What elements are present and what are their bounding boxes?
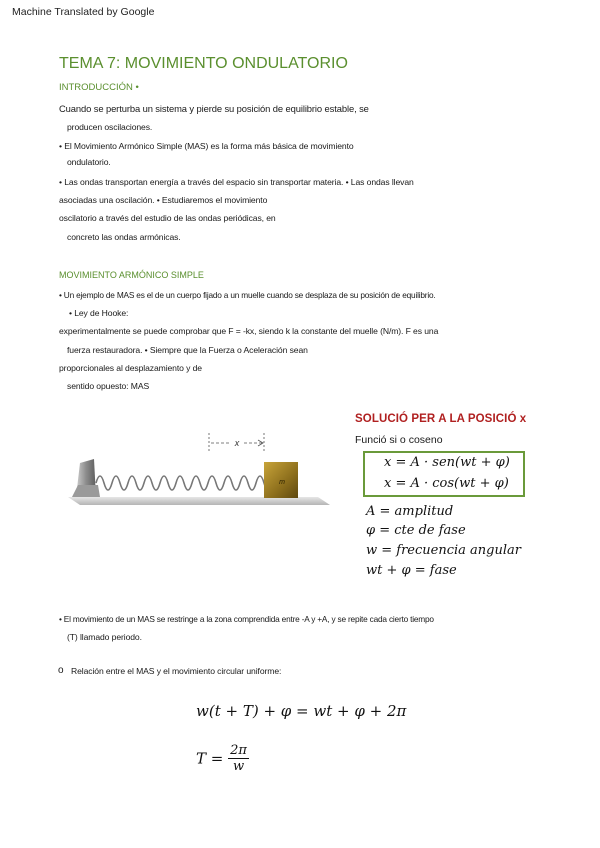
intro-line: concreto las ondas armónicas.	[67, 232, 181, 242]
machine-translated-notice: Machine Translated by Google	[12, 6, 155, 18]
period-fraction	[228, 743, 249, 774]
mas-line: sentido opuesto: MAS	[67, 381, 150, 391]
mass-label: m	[279, 479, 285, 486]
intro-line: • Las ondas transportan energía a través del espacio sin transportar materia. • Las ondas llevan	[59, 177, 414, 187]
period-line: (T) llamado periodo.	[67, 632, 142, 642]
intro-line: oscilatorio a través del estudio de las ondas periódicas, en	[59, 213, 276, 223]
equation-cos: x = A · cos(wt + φ)	[384, 476, 509, 491]
period-line: • El movimiento de un MAS se restringe a la zona comprendida entre -A y +A, y se repite cada cierto tiempo	[59, 614, 434, 624]
intro-line: asociadas una oscilación. • Estudiaremos el movimiento	[59, 195, 268, 205]
fraction-denominator: w	[232, 759, 245, 774]
mas-line: fuerza restauradora. • Siempre que la Fuerza o Aceleración sean	[67, 345, 308, 355]
mas-heading: MOVIMIENTO ARMÓNICO SIMPLE	[59, 270, 204, 280]
page-title: TEMA 7: MOVIMIENTO ONDULATORIO	[59, 55, 348, 72]
solution-subtitle: Funció si o coseno	[355, 434, 443, 446]
period-lhs: T =	[196, 749, 224, 768]
solution-title: SOLUCIÓ PER A LA POSICIÓ x	[355, 413, 527, 425]
intro-line: Cuando se perturba un sistema y pierde su posición de equilibrio estable, se	[59, 103, 369, 114]
mas-line: proporcionales al desplazamiento y de	[59, 363, 202, 373]
mas-line: • Un ejemplo de MAS es el de un cuerpo fijado a un muelle cuando se desplaza de su posición de equilibrio.	[59, 290, 436, 300]
intro-heading: INTRODUCCIÓN •	[59, 82, 139, 93]
equation-sin: x = A · sen(wt + φ)	[384, 455, 510, 470]
wall-mount-foot	[72, 485, 100, 497]
hollow-bullet: o	[58, 665, 64, 676]
x-label: x	[234, 438, 240, 448]
equation-period-relation: w(t + T) + φ = wt + φ + 2π	[196, 702, 407, 720]
circular-relation-text: Relación entre el MAS y el movimiento circular uniforme:	[71, 666, 282, 676]
intro-line: ondulatorio.	[67, 157, 111, 167]
mas-line: experimentalmente se puede comprobar que F = -kx, siendo k la constante del muelle (N/m). F es una	[59, 326, 439, 336]
spring	[96, 476, 272, 490]
intro-line: producen oscilaciones.	[67, 122, 153, 132]
definition-phase-constant: φ = cte de fase	[366, 523, 466, 538]
definition-phase: wt + φ = fase	[366, 563, 457, 578]
fraction-numerator: 2π	[230, 743, 247, 758]
spring-mass-figure	[68, 425, 330, 513]
spring-mass-illustration	[68, 425, 330, 513]
equation-period	[196, 743, 249, 774]
mas-line: • Ley de Hooke:	[69, 308, 129, 318]
base-platform	[68, 497, 330, 505]
definition-angular-frequency: w = frecuencia angular	[366, 543, 521, 558]
intro-line: • El Movimiento Armónico Simple (MAS) es la forma más básica de movimiento	[59, 141, 354, 151]
definition-amplitude: A = amplitud	[366, 504, 454, 519]
